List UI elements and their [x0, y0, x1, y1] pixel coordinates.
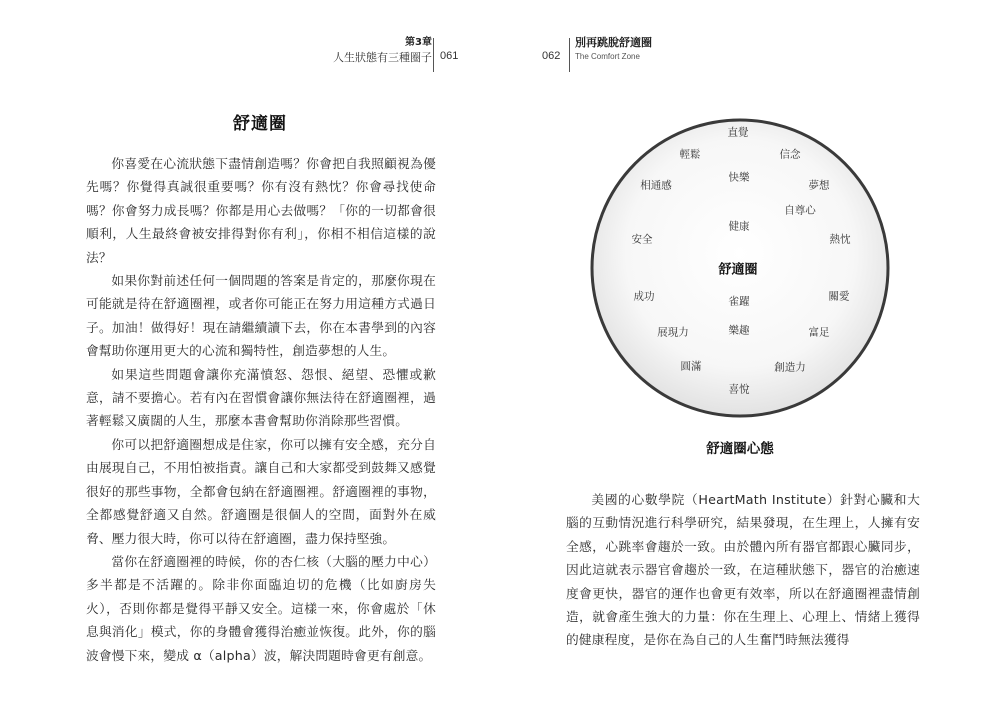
page-number-left: 061	[440, 50, 459, 62]
comfort-zone-diagram	[588, 108, 892, 428]
diagram-center-label: 舒適圈	[718, 262, 758, 278]
paragraph: 如果這些問題會讓你充滿憤怒、怨恨、絕望、恐懼或歉意，請不要擔心。若有內在習慣會讓你無法待在舒適圈裡，過著輕鬆又廣闊的人生，那麼本書會幫助你消除那些習慣。	[86, 366, 436, 429]
diagram-word: 健康	[728, 220, 750, 233]
figure-caption: 舒適圈心態	[706, 441, 774, 457]
header-divider	[433, 38, 434, 72]
right-page	[500, 0, 1000, 709]
diagram-word: 關愛	[828, 290, 850, 303]
paragraph: 如果你對前述任何一個問題的答案是肯定的，那麼你現在可能就是待在舒適圈裡，或者你可能正在努力用這種方式過日子。加油！做得好！現在請繼續讀下去，你在本書學到的內容會幫助你運用更大的心流和獨特性，創造夢想的人生。	[86, 273, 436, 359]
diagram-word: 成功	[633, 290, 655, 303]
paragraph: 你可以把舒適圈想成是住家，你可以擁有安全感，充分自由展現自己，不用怕被指責。讓自己和大家都受到鼓舞又感覺很好的那些事物，全都會包納在舒適圈裡。舒適圈裡的事物，全都感覺舒適又自然。舒適圈是很個人的空間，面對外在威脅、壓力很大時，你可以待在舒適圈，盡力保持堅強。	[86, 436, 436, 546]
diagram-word: 創造力	[774, 361, 806, 374]
body-text-right	[566, 488, 920, 652]
book-subtitle: The Comfort Zone	[575, 52, 640, 61]
diagram-word: 自尊心	[784, 204, 816, 217]
diagram-word: 雀躍	[728, 295, 750, 308]
header-divider	[569, 38, 570, 72]
body-text-left	[86, 152, 436, 667]
chapter-title: 人生狀態有三種圈子	[333, 51, 432, 64]
diagram-word: 喜悅	[728, 383, 750, 396]
page-number-right: 062	[542, 50, 561, 62]
diagram-word: 圓滿	[680, 360, 702, 373]
diagram-word: 相通感	[640, 179, 672, 192]
diagram-word: 樂趣	[728, 324, 750, 337]
diagram-word: 信念	[779, 148, 801, 161]
diagram-word: 展現力	[657, 326, 689, 339]
paragraph: 美國的心數學院（HeartMath Institute）針對心臟和大腦的互動情況進行科學研究，結果發現，在生理上，人擁有安全感，心跳率會趨於一致。由於體內所有器官都跟心臟同步，因此這就表示器官會趨於一致，在這種狀態下，器官的治癒速度會更快，器官的運作也會更有效率，所以在舒適圈裡盡情創造，就會產生強大的力量：你在生理上、心理上、情緒上獲得的健康程度，是你在為自己的人生奮鬥時無法獲得	[566, 492, 920, 648]
running-header-right	[575, 36, 652, 64]
diagram-word: 直覺	[727, 126, 749, 139]
paragraph: 當你在舒適圈裡的時候，你的杏仁核（大腦的壓力中心）多半都是不活躍的。除非你面臨迫切的危機（比如廚房失火），否則你都是覺得平靜又安全。這樣一來，你會處於「休息與消化」模式，你的身體會獲得治癒並恢復。此外，你的腦波會慢下來，變成 α（alpha）波，解決問題時會更有創意。	[86, 553, 436, 663]
diagram-word: 富足	[808, 326, 830, 339]
diagram-word: 安全	[631, 233, 653, 246]
diagram-word: 輕鬆	[679, 148, 701, 161]
diagram-word: 夢想	[808, 179, 830, 192]
diagram-word: 快樂	[728, 171, 750, 184]
section-title: 舒適圈	[233, 114, 287, 134]
paragraph: 你喜愛在心流狀態下盡情創造嗎？你會把自我照顧視為優先嗎？你覺得真誠很重要嗎？你有沒有熱忱？你會尋找使命嗎？你會努力成長嗎？你都是用心去做嗎？「你的一切都會很順利，人生最終會被安排得對你有利」，你相不相信這樣的說法？	[86, 156, 436, 265]
diagram-word: 熱忱	[829, 233, 851, 246]
chapter-label: 第3章	[405, 37, 432, 48]
running-header-left	[333, 36, 432, 66]
book-title: 別再跳脫舒適圈	[575, 36, 652, 49]
